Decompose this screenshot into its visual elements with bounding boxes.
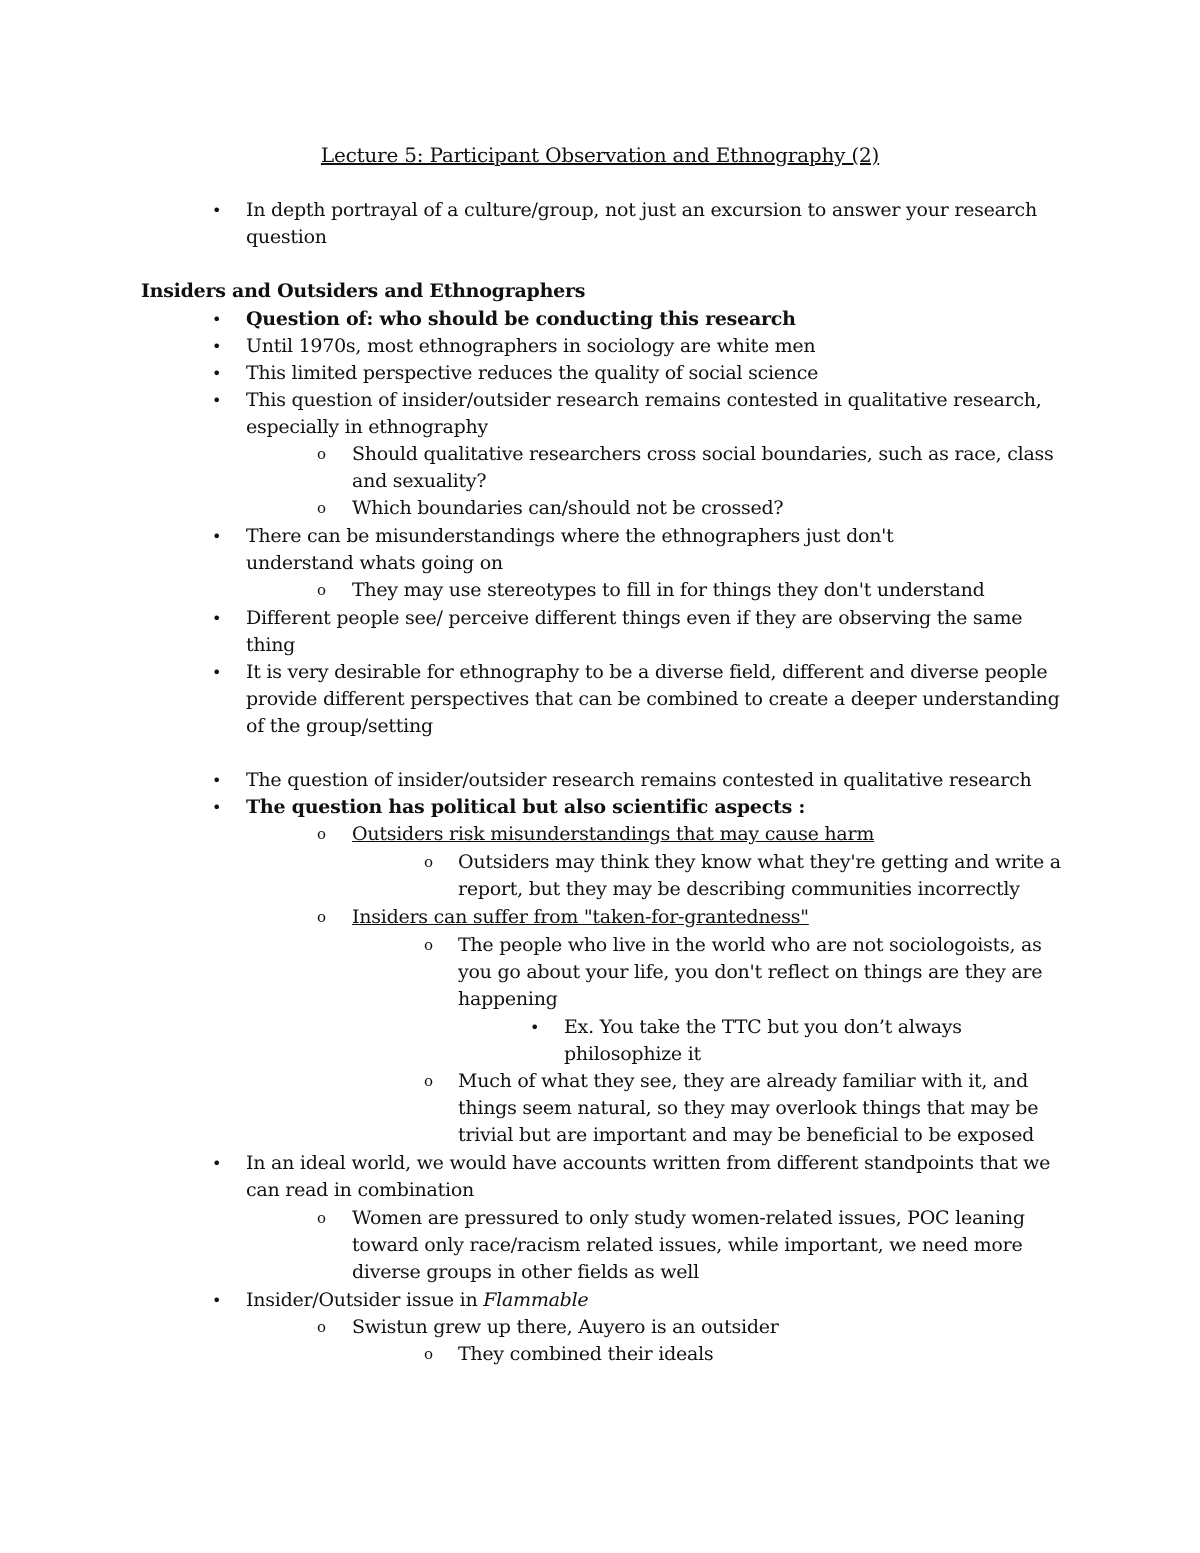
list-item: This limited perspective reduces the quality of social science — [246, 362, 819, 384]
circle-marker: o — [424, 1345, 434, 1363]
list-item: Different people see/ perceive different things even if they are observing the same — [246, 607, 1023, 629]
sub-item: Outsiders risk misunderstandings that may cause harm — [352, 823, 875, 845]
flammable-prefix: Insider/Outsider issue in — [246, 1289, 484, 1311]
sub-item: Women are pressured to only study women-related issues, POC leaning — [352, 1207, 1025, 1229]
bullet-marker: • — [212, 1154, 222, 1173]
list-item: The question has political but also scientific aspects : — [246, 796, 806, 818]
sub-item: Swistun grew up there, Auyero is an outsider — [352, 1316, 779, 1338]
section-heading: Insiders and Outsiders and Ethnographers — [141, 280, 586, 302]
sub-sub-item: They combined their ideals — [458, 1343, 714, 1365]
circle-marker: o — [317, 1209, 327, 1227]
list-item: There can be misunderstandings where the ethnographers just don't — [246, 525, 894, 547]
bullet-marker: • — [212, 609, 222, 628]
list-item-cont: of the group/setting — [246, 715, 433, 737]
bullet-marker: • — [212, 798, 222, 817]
bullet-marker: • — [212, 391, 222, 410]
circle-marker: o — [317, 581, 327, 599]
circle-marker: o — [317, 825, 327, 843]
sub-sub-item-cont: happening — [458, 988, 558, 1010]
level4-item-cont: philosophize it — [564, 1043, 701, 1065]
list-item-cont: understand whats going on — [246, 552, 503, 574]
page-title: Lecture 5: Participant Observation and Ethnography (2) — [320, 143, 880, 167]
bullet-marker: • — [212, 527, 222, 546]
circle-marker: o — [424, 853, 434, 871]
intro-text: In depth portrayal of a culture/group, not just an excursion to answer your research — [246, 199, 1037, 221]
list-item-cont: thing — [246, 634, 296, 656]
sub-sub-item-cont: things seem natural, so they may overlook things that may be — [458, 1097, 1039, 1119]
list-item: It is very desirable for ethnography to be a diverse field, different and diverse people — [246, 661, 1048, 683]
bullet-marker: • — [212, 364, 222, 383]
sub-sub-item: The people who live in the world who are not sociologoists, as — [458, 934, 1042, 956]
list-item: Question of: who should be conducting this research — [246, 308, 796, 330]
list-item-cont: provide different perspectives that can be combined to create a deeper understanding — [246, 688, 1060, 710]
circle-marker: o — [317, 1318, 327, 1336]
sub-sub-item-cont: report, but they may be describing communities incorrectly — [458, 878, 1020, 900]
bullet-marker: • — [212, 663, 222, 682]
bullet-marker: • — [212, 310, 222, 329]
bullet-marker: • — [212, 337, 222, 356]
book-title: Flammable — [483, 1289, 589, 1311]
list-item: Until 1970s, most ethnographers in sociology are white men — [246, 335, 816, 357]
sub-item-cont: toward only race/racism related issues, while important, we need more — [352, 1234, 1023, 1256]
sub-sub-item-cont: trivial but are important and may be beneficial to be exposed — [458, 1124, 1034, 1146]
sub-item: Which boundaries can/should not be crossed? — [352, 497, 784, 519]
bullet-marker: • — [530, 1018, 540, 1037]
list-item-cont: can read in combination — [246, 1179, 474, 1201]
bullet-marker: • — [212, 771, 222, 790]
circle-marker: o — [317, 908, 327, 926]
bullet-marker: • — [212, 201, 222, 220]
sub-item: Insiders can suffer from "taken-for-grantedness" — [352, 906, 809, 928]
list-item: The question of insider/outsider research remains contested in qualitative research — [246, 769, 1032, 791]
sub-item-cont: and sexuality? — [352, 470, 487, 492]
sub-item-cont: diverse groups in other fields as well — [352, 1261, 699, 1283]
sub-item: Should qualitative researchers cross social boundaries, such as race, class — [352, 443, 1054, 465]
sub-sub-item-cont: you go about your life, you don't reflect on things are they are — [458, 961, 1043, 983]
intro-text-cont: question — [246, 226, 327, 248]
circle-marker: o — [317, 445, 327, 463]
sub-sub-item: Outsiders may think they know what they're getting and write a — [458, 851, 1061, 873]
circle-marker: o — [317, 499, 327, 517]
list-item: In an ideal world, we would have accounts written from different standpoints that we — [246, 1152, 1051, 1174]
circle-marker: o — [424, 1072, 434, 1090]
level4-item: Ex. You take the TTC but you don’t always — [564, 1016, 962, 1038]
sub-item: They may use stereotypes to fill in for things they don't understand — [352, 579, 985, 601]
list-item-cont: especially in ethnography — [246, 416, 488, 438]
circle-marker: o — [424, 936, 434, 954]
list-item — [246, 1287, 588, 1314]
list-item: This question of insider/outsider research remains contested in qualitative research, — [246, 389, 1042, 411]
bullet-marker: • — [212, 1291, 222, 1310]
sub-sub-item: Much of what they see, they are already familiar with it, and — [458, 1070, 1028, 1092]
